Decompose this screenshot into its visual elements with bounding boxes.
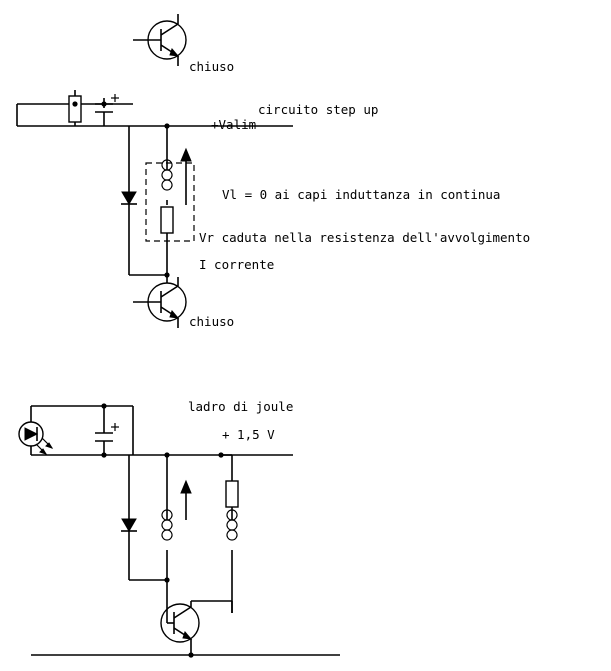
led-bottom-symbol <box>19 422 52 454</box>
label-corrente: I corrente <box>199 257 275 272</box>
diode-bottom-symbol <box>121 455 137 580</box>
inductor-bottom-a-symbol <box>162 455 172 580</box>
resistor-mid-symbol <box>161 207 173 275</box>
resistor-top-symbol <box>69 90 81 126</box>
transistor-bottom-symbol <box>161 601 232 655</box>
inductor-bottom-b-symbol <box>227 510 237 613</box>
capacitor-top-symbol <box>95 94 119 126</box>
label-chiuso-mid: chiuso <box>189 314 235 329</box>
diode-mid-symbol <box>121 126 137 275</box>
title-step-up: circuito step up <box>258 102 379 117</box>
label-vr: Vr caduta nella resistenza dell'avvolgimento <box>199 230 531 245</box>
title-ladro-di-joule: ladro di joule <box>188 399 294 414</box>
transistor-top-symbol <box>133 14 186 66</box>
capacitor-bottom-symbol <box>95 406 119 455</box>
label-vl: Vl = 0 ai capi induttanza in continua <box>222 187 501 202</box>
transistor-mid-symbol <box>133 277 186 328</box>
current-arrow-mid <box>181 149 191 205</box>
label-supply-bottom: + 1,5 V <box>222 427 275 442</box>
current-arrow-bottom <box>181 481 191 520</box>
label-valim: +Valim <box>211 117 257 132</box>
label-chiuso-top: chiuso <box>189 59 235 74</box>
